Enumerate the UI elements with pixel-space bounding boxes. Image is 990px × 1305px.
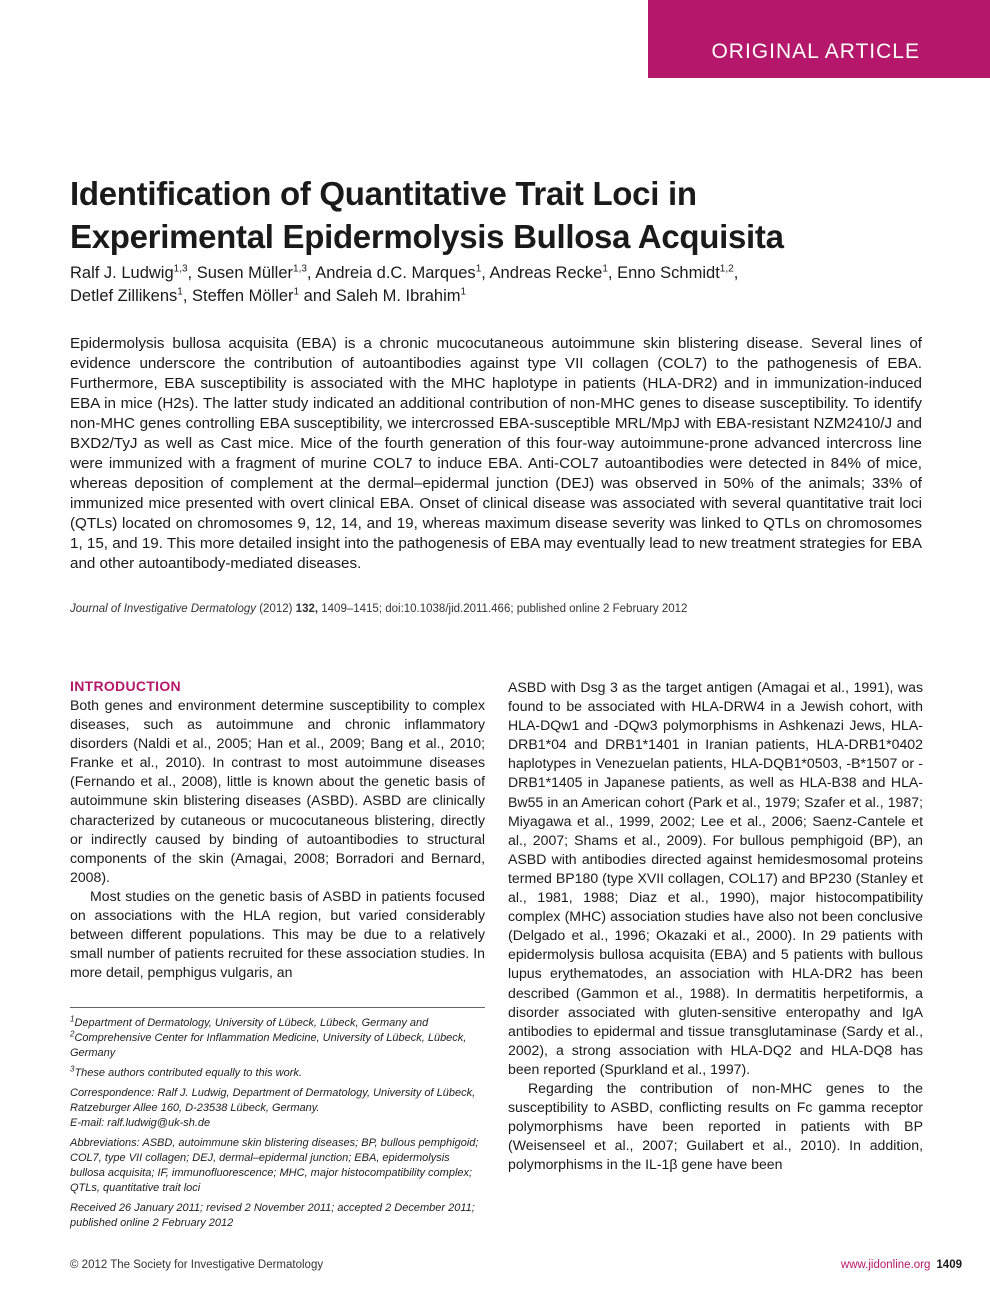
author-name: Detlef Zillikens (70, 287, 178, 305)
author-name: Enno Schmidt (617, 264, 720, 282)
page-footer (841, 1259, 962, 1271)
intro-paragraph-2: Most studies on the genetic basis of ASBD in patients focused on associations with the HLA region, but varied considerably between different populations. This may be due to a relatively small number of patients recruited for these association studies. In more detail, pemphigus vulgaris, an (70, 887, 485, 981)
intro-paragraph-3: ASBD with Dsg 3 as the target antigen (Amagai et al., 1991), was found to be associated with HLA-DRW4 in a Jewish cohort, with HLA-DQw1 and -DQw3 polymorphisms in Ashkenazi Jews, HLA-DRB1*04 and DRB1*1401 in Iranian patients, HLA-DRB1*0402 haplotypes in Venezuelan patients, HLA-DQB1*0503, -B*1507 or -DRB1*1405 in Japanese patients, as well as HLA-B38 and HLA-Bw55 in an American cohort (Park et al., 1979; Szafer et al., 1987; Miyagawa et al., 1999, 2002; Lee et al., 2006; Saenz-Cantele et al., 2007; Shams et al., 2009). For bullous pemphigoid (BP), an ASBD with antibodies directed against hemidesmosomal proteins termed BP180 (type XVII collagen, COL17) and BP230 (Stanley et al., 1981, 1988; Diaz et al., 1990), major histocompatibility complex (MHC) association studies have also not been conclusive (Delgado et al., 1996; Okazaki et al., 2000). In 29 patients with epidermolysis bullosa acquisita (EBA) and 5 patients with bullous lupus erythematodes, an association with HLA-DR2 has been described (Gammon et al., 1988). In dermatitis herpetiformis, a disorder associated with gluten-sensitive enteropathy and IgA antibodies to epidermal and tissue transglutaminase (Sardy et al., 2002), a strong association with HLA-DQ2 and HLA-DQ8 has been reported (Spurkland et al., 1997). (508, 679, 923, 1077)
author-affiliation-marker: 1 (475, 263, 482, 275)
author-separator: , (182, 287, 193, 305)
page-number: 1409 (936, 1259, 962, 1271)
title-line-2: Experimental Epidermolysis Bullosa Acquisita (70, 218, 784, 255)
author-affiliation-marker: 1 (602, 263, 608, 275)
author-affiliation-marker: 1 (460, 286, 467, 298)
affiliation-1: Department of Dermatology, University of Lübeck, Lübeck, Germany and (74, 1017, 429, 1029)
journal-url-link[interactable]: www.jidonline.org (840, 1259, 931, 1271)
copyright-notice: © 2012 The Society for Investigative Dermatology (70, 1259, 324, 1271)
author-separator: , (607, 264, 618, 282)
received-dates: Received 26 January 2011; revised 2 November 2011; accepted 2 December 2011; published online 2 February 2012 (70, 1202, 475, 1229)
section-heading-introduction: INTRODUCTION (70, 678, 181, 694)
intro-paragraph-1: Both genes and environment determine susceptibility to complex diseases, such as autoimmune and chronic inflammatory disorders (Naldi et al., 2005; Han et al., 2009; Bang et al., 2010; Franke et al., 2010). In contrast to most autoimmune diseases (Fernando et al., 2008), little is known about the genetic basis of autoimmune skin blistering diseases (ASBD). ASBD are clinically characterized by cutaneous or mucocutaneous blistering, directly or indirectly caused by binding of autoantibodies to structural components of the skin (Amagai, 2008; Borradori and Bernard, 2008). (70, 697, 485, 885)
equal-contribution-note: $^3$These authors contributed equally to this work. (70, 1064, 302, 1079)
author-line-1 (70, 262, 930, 285)
author-separator: , (187, 264, 197, 282)
footnotes (70, 1007, 485, 1236)
left-column (70, 677, 485, 982)
author-affiliation-marker: 1,3 (293, 263, 307, 275)
citation-volume: 132, (295, 603, 319, 615)
email-link[interactable]: E-mail: ralf.ludwig@uk-sh.de (70, 1117, 211, 1129)
affiliations: $^1$Department of Dermatology, University of Lübeck, Lübeck, Germany and $^2$Comprehensive Center for Inflammation Medicine, University of Lübeck, Lübeck, Germany (70, 1014, 467, 1059)
author-name: Susen Müller (196, 264, 294, 282)
journal-name: Journal of Investigative Dermatology (70, 603, 257, 615)
author-separator: and (299, 287, 336, 305)
author-line-2 (70, 285, 930, 308)
author-name: Andreia d.C. Marques (315, 264, 476, 282)
author-list (70, 262, 930, 308)
citation-line (70, 603, 930, 615)
author-affiliation-marker: 1,3 (173, 263, 188, 275)
right-column (508, 678, 923, 1174)
citation-details: 1409–1415; doi:10.1038/jid.2011.466; published online 2 February 2012 (321, 603, 688, 615)
article-title (70, 172, 930, 258)
intro-paragraph-4: Regarding the contribution of non-MHC genes to the susceptibility to ASBD, conflicting results on Fc gamma receptor polymorphisms have been reported in patients with BP (Weisenseel et al., 2007; Guilabert et al., 2010). In addition, polymorphisms in the IL-1β gene have been (508, 1079, 923, 1173)
author-name: Ralf J. Ludwig (70, 264, 174, 282)
author-name: Andreas Recke (489, 264, 603, 282)
article-type-label: ORIGINAL ARTICLE (711, 40, 920, 63)
equal-contribution-text: These authors contributed equally to this work. (74, 1067, 302, 1079)
author-separator: , (306, 264, 316, 282)
author-separator: , (481, 264, 490, 282)
citation-year: (2012) (259, 603, 293, 615)
title-line-1: Identification of Quantitative Trait Loci in (70, 175, 697, 212)
author-affiliation-marker: 1 (177, 286, 183, 298)
abbreviations-note: Abbreviations: ASBD, autoimmune skin blistering diseases; BP, bullous pemphigoid; COL7, type VII collagen; DEJ, dermal–epidermal junction; EBA, epidermolysis bullosa acquisita; IF, immunofluorescence; MHC, major histocompatibility complex; QTLs, quantitative trait loci (70, 1137, 479, 1194)
abstract: Epidermolysis bullosa acquisita (EBA) is a chronic mucocutaneous autoimmune skin blistering disease. Several lines of evidence underscore the contribution of autoantibodies against type VII collagen (COL7) to the pathogenesis of EBA. Furthermore, EBA susceptibility is associated with the MHC haplotype in patients (HLA-DR2) and in immunization-induced EBA in mice (H2s). The latter study indicated an additional contribution of non-MHC genes to disease susceptibility. To identify non-MHC genes controlling EBA susceptibility, we intercrossed EBA-susceptible MRL/MpJ with EBA-resistant NZM2410/J and BXD2/TyJ as well as Cast mice. Mice of the fourth generation of this four-way autoimmune-prone advanced intercross line were immunized with a fragment of murine COL7 to induce EBA. Anti-COL7 autoantibodies were detected in 84% of mice, whereas deposition of complement at the dermal–epidermal junction (DEJ) was observed in 50% of the animals; 33% of immunized mice presented with overt clinical EBA. Onset of clinical disease was associated with several quantitative trait loci (QTLs) located on chromosomes 9, 12, 14, and 19, whereas maximum disease severity was linked to QTLs on chromosomes 1, 15, and 19. This more detailed insight into the pathogenesis of EBA may eventually lead to new treatment strategies for EBA and other autoantibody-mediated diseases. (70, 335, 922, 572)
author-affiliation-marker: 1 (293, 286, 300, 298)
author-name: Saleh M. Ibrahim (335, 287, 461, 305)
article-type-banner (648, 0, 990, 78)
correspondence-note (70, 1086, 485, 1131)
author-name: Steffen Möller (192, 287, 294, 305)
correspondence-text: Correspondence: Ralf J. Ludwig, Department of Dermatology, University of Lübeck, Ratzeburger Allee 160, D-23538 Lübeck, Germany. (70, 1087, 476, 1114)
affiliation-2: Comprehensive Center for Inflammation Medicine, University of Lübeck, Lübeck, Germany (70, 1032, 467, 1059)
author-affiliation-marker: 1,2 (719, 263, 734, 275)
author-separator: , (733, 264, 739, 282)
